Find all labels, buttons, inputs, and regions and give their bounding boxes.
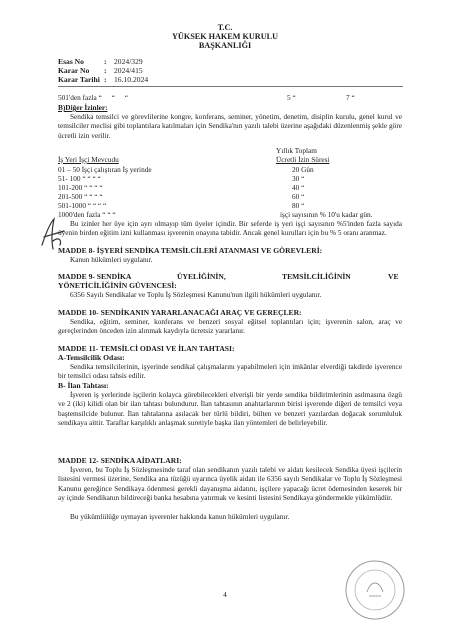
madde-10-text: Sendika, eğitim, seminer, konferans ve benzeri sosyal eğitsel toplantıları için; işverenin salon, araç ve gereçlerinden önceden izin alınmak kaydıyla ücretsiz yararlanır.: [58, 317, 402, 336]
madde-8-text: Kanun hükümleri uygulanır.: [70, 255, 153, 264]
table-row-right: 60 “: [292, 192, 305, 201]
header-presidency: BAŞKANLIĞI: [198, 41, 252, 50]
table-row-right: 80 “: [292, 201, 305, 210]
official-seal-stamp: [343, 558, 407, 622]
madde-12-text-2: Bu yükümlülüğe uymayan işverenler hakkında kanun hükümleri uygulanır.: [70, 512, 290, 521]
table-row-left: 1000'den fazla “ “ “: [58, 210, 116, 219]
header-tc: T.C.: [217, 23, 233, 32]
madde-11-title: MADDE 11- TEMSİLCİ ODASI VE İLAN TAHTASI:: [58, 344, 235, 353]
section-b-paragraph: Sendika temsilci ve görevlilerine kongre, konferans, seminer, yönetim, denetim, disiplin kurulu, genel kurul ve temsilciler meclisi gibi toplantılara katılmaları için Sendika'nın yazılı talebi üzerine aşağıdaki düzenlenmiş şekle göre ücretli izin verilir.: [58, 112, 402, 140]
madde-9-title-b: ÜYELİĞİNİN,: [177, 272, 226, 281]
table-head-right-2: Ücretli İzin Süresi: [276, 155, 330, 164]
table-row-right: 40 “: [292, 183, 305, 192]
meta-karar-tarihi: Karar Tarihi : 16.10.2024: [58, 75, 149, 84]
continued-row: 501'den fazla “ “ “: [58, 93, 129, 102]
madde-11-b-title: B- İlan Tahtası:: [58, 381, 109, 390]
madde-9-title-a: MADDE 9- SENDİKA: [58, 272, 132, 281]
table-row-right: işçi sayısının % 10'u kadar gün.: [280, 210, 373, 219]
madde-12-title: MADDE 12- SENDİKA AİDATLARI:: [58, 456, 182, 465]
table-note: Bu izinler her üye için ayrı olmayıp tüm üyeler içindir. Bir seferde iş yeri işçi sayısının %5'inden fazla sayıda üyenin birden eğitim izni kullanması işverenin onayına tabidir. Ancak genel kurulları için bu % 5 oranı aranmaz.: [58, 219, 402, 238]
continued-row-right: 7 “: [346, 93, 355, 102]
table-row-left: 01 – 50 İşçi çalıştıran İş yerinde: [58, 165, 152, 174]
table-row-left: 101-200 “ “ “ “: [58, 183, 103, 192]
madde-11-a-text: Sendika temsilcilerinin, işyerinde sendikal çalışmalarını yapabilmeleri için imkânlar elverdiği takdirde işverence bir temsilci odası tahsis edilir.: [58, 362, 402, 381]
section-b-title: B)Diğer İzinler:: [58, 103, 108, 112]
madde-9-title-2: YÖNETİCİLİĞİNİN GÜVENCESİ:: [58, 281, 177, 290]
madde-8-title: MADDE 8- İŞYERİ SENDİKA TEMSİLCİLERİ ATANMASI VE GÖREVLERİ:: [58, 246, 323, 255]
table-head-left: İş Yeri İşçi Mevcudu: [58, 155, 119, 164]
madde-9-title-d: VE: [388, 272, 399, 281]
madde-9-text: 6356 Sayılı Sendikalar ve Toplu İş Sözleşmesi Kanunu'nun ilgili hükümleri uygulanır.: [70, 290, 322, 299]
table-row-left: 201-500 “ “ “ “: [58, 192, 103, 201]
meta-karar-no: Karar No : 2024/415: [58, 66, 143, 75]
madde-9-title-c: TEMSİLCİLİĞİNİN: [282, 272, 351, 281]
table-row-left: 51- 100 “ “ “ “: [58, 174, 101, 183]
table-row-left: 501-1000 “ “ “ “: [58, 201, 107, 210]
top-rule: [58, 86, 403, 87]
madde-10-title: MADDE 10- SENDİKANIN YARARLANACAĞI ARAÇ VE GEREÇLER:: [58, 308, 302, 317]
table-row-right: 30 “: [292, 174, 305, 183]
madde-12-text: İşveren, bu Toplu İş Sözleşmesinde taraf olan sendikanın yazılı talebi ve aidatı kesilecek Sendika üyesi işçilerin listesini vermesi üzerine, Sendika ana tüzüğü uyarınca üyelik aidatı ile 6356 sayılı Sendikalar ve Toplu İş Sözleşmesi Kanunu gereğince Sendikaya ödenmesi gerekli dayanışma aidatını, işçilere yapacağı ücret ödemesinden keserek bir ay içinde Sendikanın bildireceği banka hesabına yatırmak ve kesinti listesini Sendikaya göndermekle yükümlüdür.: [58, 465, 402, 502]
continued-row-mid: 5 “: [287, 93, 296, 102]
header-institution: YÜKSEK HAKEM KURULU: [172, 32, 278, 41]
meta-esas-no: Esas No : 2024/329: [58, 57, 143, 66]
table-head-right-1: Yıllık Toplam: [276, 146, 317, 155]
table-row-right: 20 Gün: [292, 165, 314, 174]
page-number: 4: [223, 590, 227, 599]
madde-11-b-text: İşveren iş yerlerinde işçilerin kolayca görebilecekleri elverişli bir yerde sendika bildirimlerinin asılmasına özgü ve 2 (iki) kilidi olan bir ilan tahtası bulundurur. İlan tahtasının anahtarlarının birisi işverende diğeri de temsilci veya baştemsilcide bulunur. İlan tahtalarına asılacak her türlü bildiri, bülten ve benzeri yazılardan doğacak sorumluluk sendikaya aittir. Taraflar karşılıklı anlaşmak suretiyle başka ilan yöntemleri de belirleyebilir.: [58, 390, 402, 427]
madde-11-a-title: A-Temsilcilik Odası:: [58, 353, 125, 362]
